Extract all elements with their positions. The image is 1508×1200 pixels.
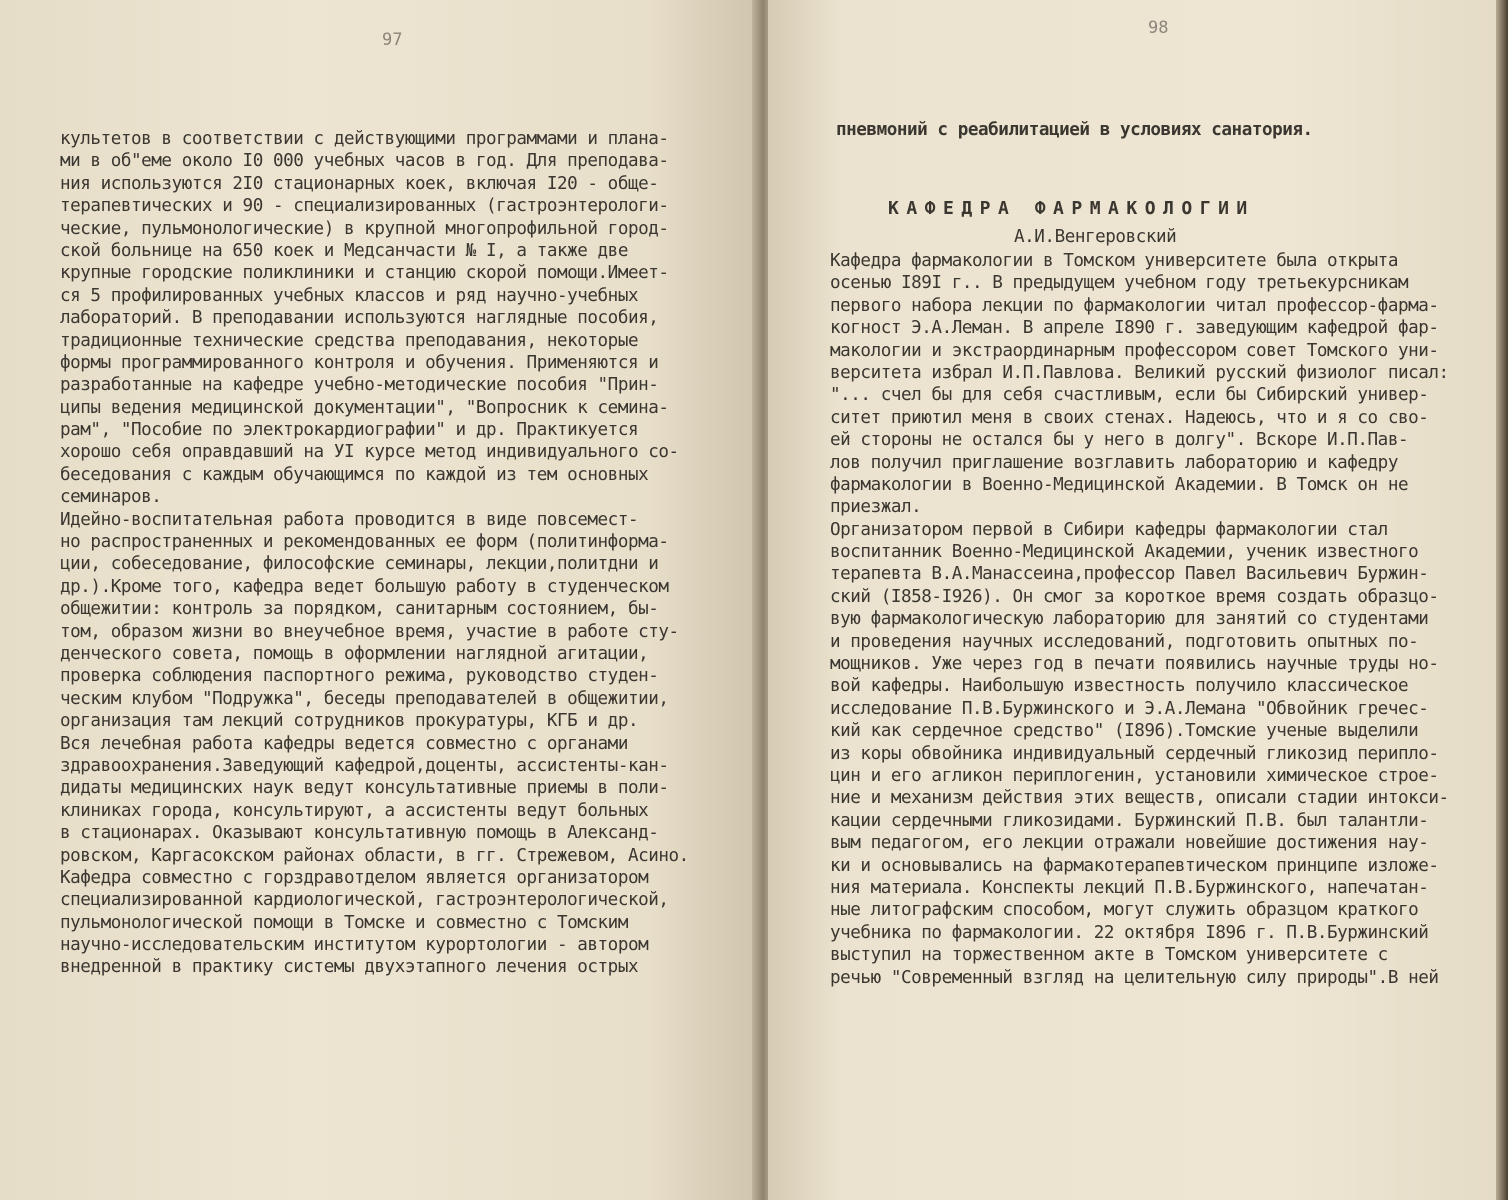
text-line: крупные городские поликлиники и станцию скорой помощи.Имеет- [60,263,669,284]
text-line: Организатором первой в Сибири кафедры фармакологии стал [830,519,1388,540]
text-line: макологии и экстраординарным профессором совет Томского уни- [830,340,1439,361]
text-line: вым педагогом, его лекции отражали новейшие достижения нау- [830,833,1429,854]
text-line: верситета избрал И.П.Павлова. Великий русский физиолог писал: [830,362,1449,383]
text-line: общежитии: контроль за порядком, санитарным состоянием, бы- [60,599,659,620]
text-line: ситет приютил меня в своих стенах. Надеюсь, что и я со сво- [830,407,1429,428]
text-line: терапевтических и 90 - специализированных (гастроэнтерологи- [60,196,669,217]
text-line: культетов в соответствии с действующими программами и плана- [60,129,669,149]
text-line: воспитанник Военно-Медицинской Академии, ученик известного [830,542,1419,563]
text-line: ей стороны не остался бы у него в долгу". Вскоре И.П.Пав- [830,430,1409,451]
text-line: разработанные на кафедре учебно-методические пособия "Прин- [60,375,659,396]
text-line: речью "Современный взгляд на целительную силу природы".В ней [830,967,1439,988]
text-line: ский (I858-I926). Он смог за короткое время создать образцо- [830,586,1439,607]
text-line: организация там лекций сотрудников прокуратуры, КГБ и др. [60,711,639,732]
text-line: ния материала. Конспекты лекций П.В.Буржинского, напечатан- [830,877,1429,898]
text-line: цин и его агликон периплогенин, установили химическое строе- [830,765,1439,786]
text-line: ки и основывались на фармакотерапевтическом принципе изложе- [830,855,1439,876]
text-line: др.).Кроме того, кафедра ведет большую работу в студенческом [60,576,669,597]
text-line: дидаты медицинских наук ведут консультативные приемы в поли- [60,778,669,799]
text-line: ся 5 профилированных учебных классов и ряд научно-учебных [60,285,639,306]
text-line: ние и механизм действия этих веществ, описали стадии интокси- [830,788,1449,809]
text-line: ми в об"еме около I0 000 учебных часов в год. Для преподава- [60,151,669,172]
text-line: из коры обвойника индивидуальный сердечный гликозид периплo- [830,743,1439,764]
section-author: А.И.Венгеровский [1014,227,1177,247]
text-line: ные литографским способом, могут служить образцом краткого [830,900,1419,921]
text-line: и проведения научных исследований, подготовить опытных по- [830,631,1419,652]
text-line: научно-исследовательским институтом курортологии - автором [60,935,649,956]
page-number-right: 98 [1148,18,1169,38]
text-line: рам", "Пособие по электрокардиографии" и др. Практикуется [60,420,639,441]
text-line: семинаров. [60,487,162,508]
page-number-left: 97 [382,30,403,50]
text-line: кий как сердечное средство" (I896).Томские ученые выделили [830,721,1419,742]
text-line: пульмонологической помощи в Томске и совместно с Томским [60,912,628,933]
text-line: "... счел бы для себя счастливым, если бы Сибирский универ- [830,385,1429,406]
text-line: лов получил приглашение возглавить лабораторию и кафедру [830,452,1398,473]
text-line: терапевта В.А.Манассеина,профессор Павел Васильевич Буржин- [830,564,1429,585]
text-line: Идейно-воспитательная работа проводится в виде повсемест- [60,509,639,530]
text-line: первого набора лекции по фармакологии читал профессор-фарма- [830,295,1439,316]
text-line: когност Э.А.Леман. В апреле I890 г. заведующим кафедрой фар- [830,318,1439,339]
text-line: традиционные технические средства преподавания, некоторые [60,330,639,351]
text-line: формы программированного контроля и обучения. Применяются и [60,352,659,373]
text-line: денческого совета, помощь в оформлении наглядной агитации, [60,643,649,664]
text-line: ской больнице на 650 коек и Медсанчасти № I, а также две [60,240,628,261]
text-line: ции, собеседование, философские семинары, лекции,политдни и [60,554,659,575]
text-line: фармакологии в Военно-Медицинской Академии. В Томск он не [830,474,1409,495]
text-line: Кафедра фармакологии в Томском университете была открыта [830,251,1398,271]
text-line: Кафедра совместно с горздравотделом является организатором [60,867,649,888]
text-line: здравоохранения.Заведующий кафедрой,доценты, ассистенты-кан- [60,755,669,776]
book-edge [1496,0,1508,1200]
text-line: исследование П.В.Буржинского и Э.А.Лемана "Обвойник гречес- [830,698,1429,719]
text-line: клиниках города, консультируют, а ассистенты ведут больных [60,800,649,821]
text-line: учебника по фармакологии. 22 октября I896 г. П.В.Буржинский [830,922,1429,943]
text-line: вой кафедры. Наибольшую известность получило классическое [830,676,1409,697]
department-heading: КАФЕДРА ФАРМАКОЛОГИИ [888,198,1255,219]
text-line: ровском, Каргасокском районах области, в гг. Стрежевом, Асино. [60,845,689,866]
text-line: вую фармакологическую лабораторию для занятий со студентами [830,609,1429,630]
text-line: ческим клубом "Подружка", беседы преподавателей в общежитии, [60,688,669,709]
text-line: внедренной в практику системы двухэтапного лечения острых [60,957,639,978]
text-line: специализированной кардиологической, гастроэнтерологической, [60,890,669,911]
text-line: ческие, пульмонологические) в крупной многопрофильной город- [60,218,669,239]
text-line: кации сердечными гликозидами. Буржинский П.В. был талантли- [830,810,1429,831]
left-page-text [60,128,740,979]
text-line: осенью I89I г.. В предыдущем учебном году третьекурсникам [830,273,1409,294]
text-line: мощников. Уже через год в печати появились научные труды но- [830,654,1439,675]
continuation-line: пневмоний с реабилитацией в условиях санатория. [836,120,1313,140]
text-line: приезжал. [830,497,922,518]
text-line: Вся лечебная работа кафедры ведется совместно с органами [60,733,628,754]
text-line: но распространенных и рекомендованных ее форм (политинформа- [60,532,669,553]
text-line: ния используются 2I0 стационарных коек, включая I20 - обще- [60,173,659,194]
text-line: хорошо себя оправдавший на УI курсе метод индивидуального со- [60,442,679,463]
right-page-text [830,250,1508,989]
text-line: ципы ведения медицинской документации", "Вопросник к семина- [60,397,669,418]
text-line: проверка соблюдения паспортного режима, руководство студен- [60,666,659,687]
text-line: в стационарах. Оказывают консультативную помощь в Александ- [60,823,659,844]
text-line: выступил на торжественном акте в Томском университете с [830,945,1388,966]
text-line: беседования с каждым обучающимся по каждой из тем основных [60,464,649,485]
text-line: лабораторий. В преподавании используются наглядные пособия, [60,308,659,329]
right-page [768,0,1496,1200]
text-line: том, образом жизни во внеучебное время, участие в работе сту- [60,621,679,642]
